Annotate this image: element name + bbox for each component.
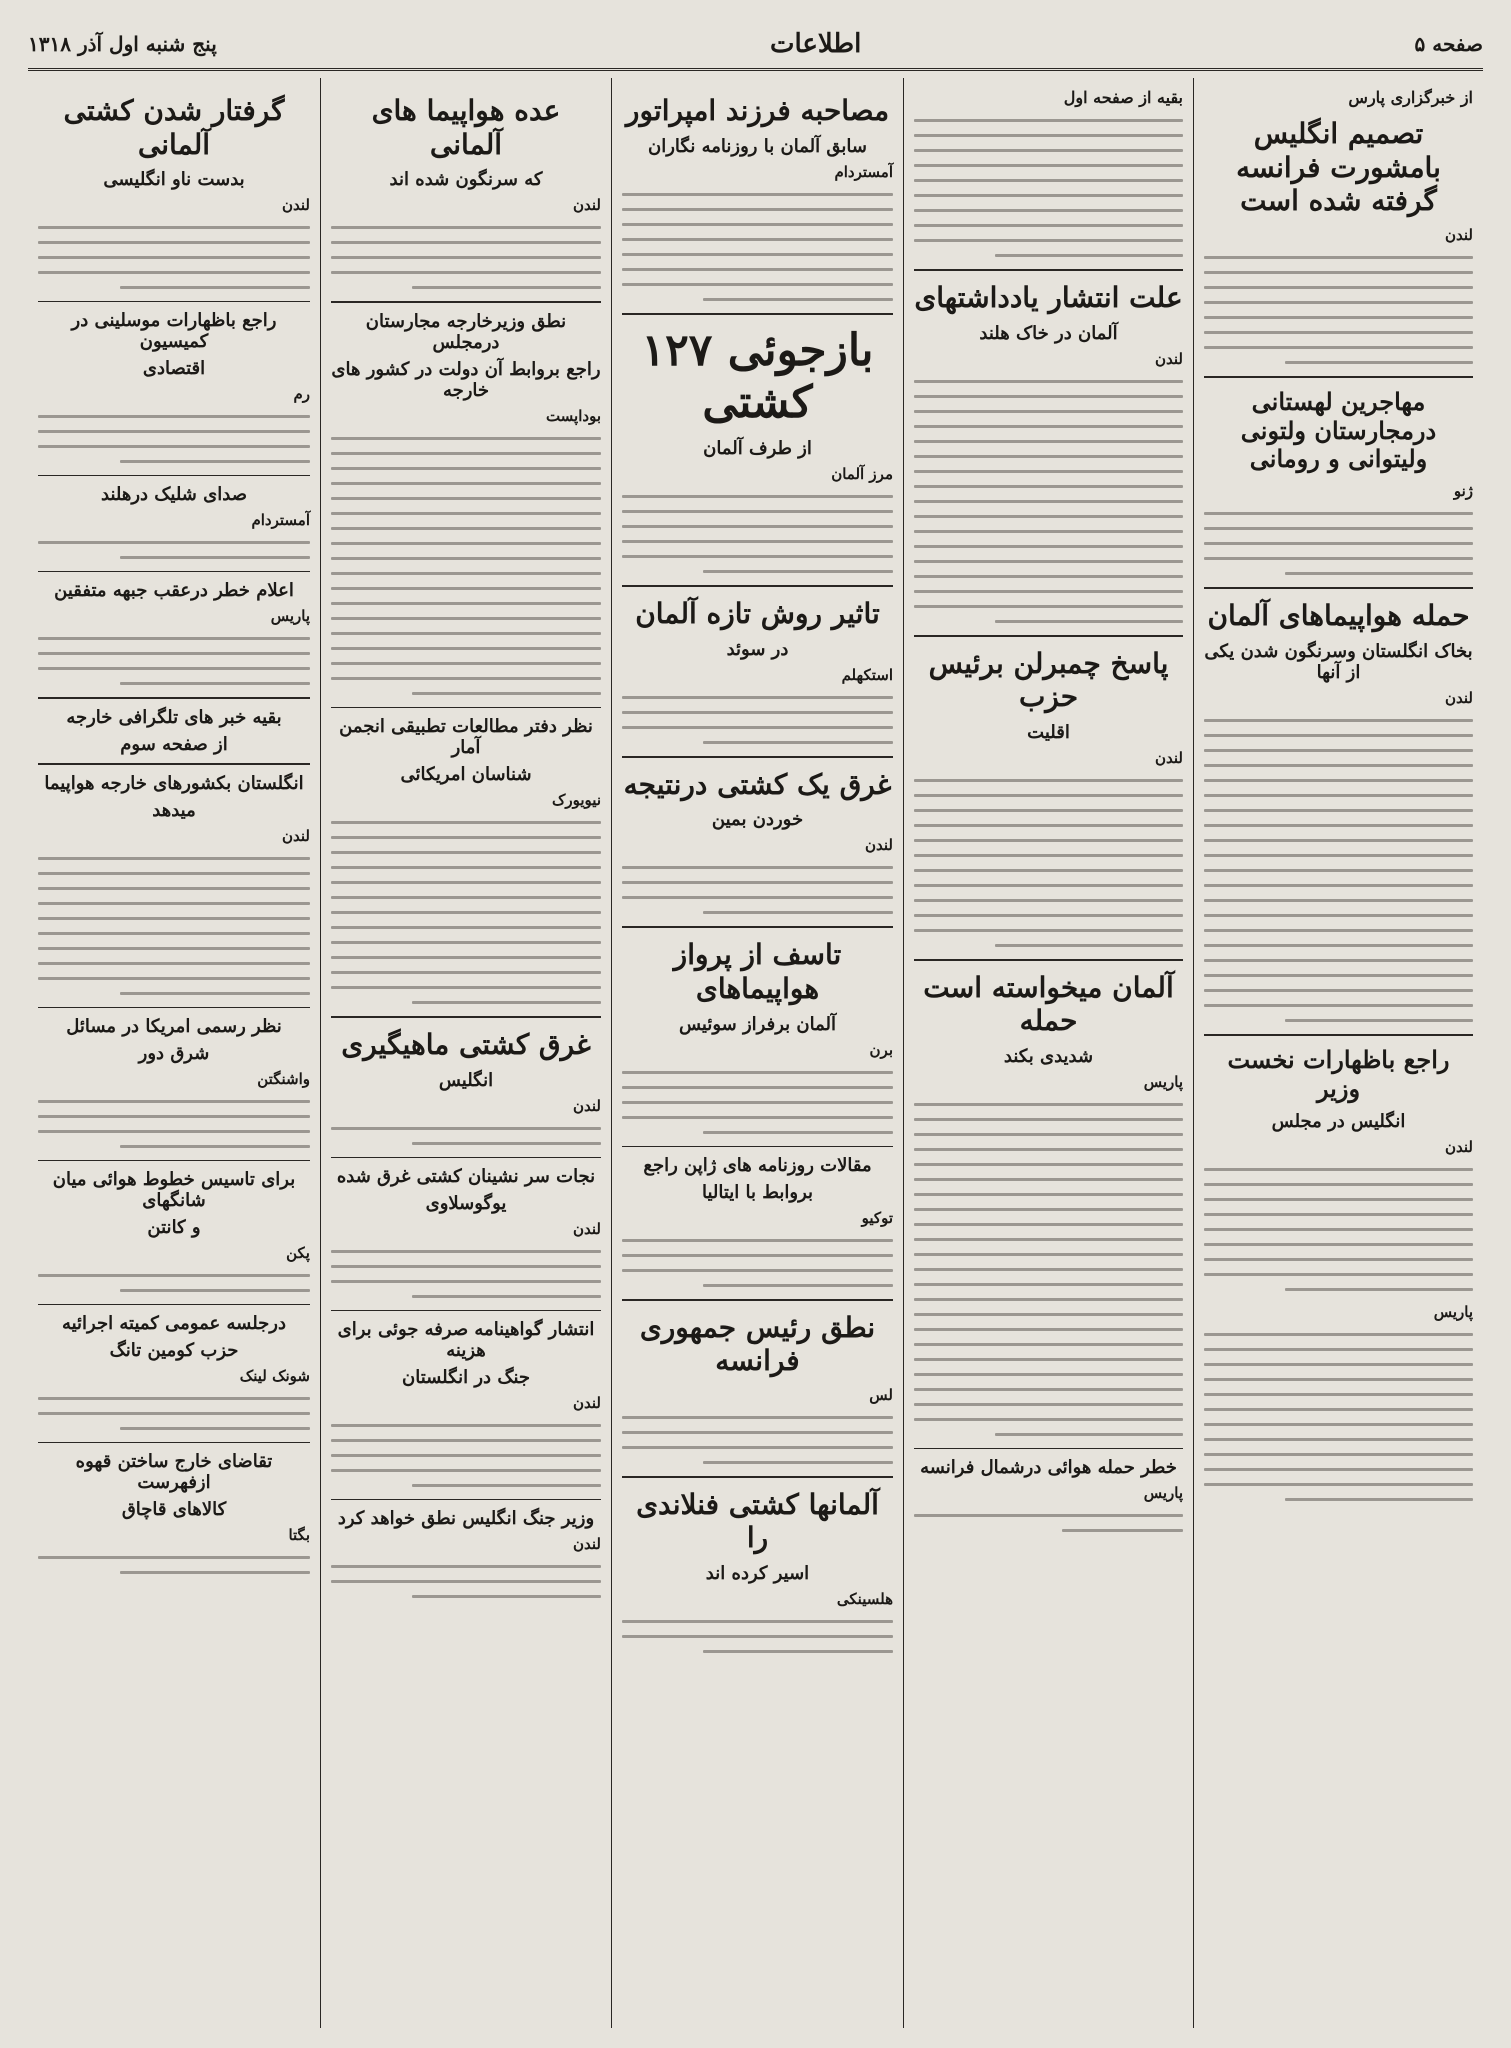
subheadline: کالاهای قاچاق — [121, 1499, 227, 1521]
paper-title: اطلاعات — [769, 29, 862, 59]
subheadline: نظر دفتر مطالعات تطبیقی انجمن آمار — [339, 716, 593, 759]
body-text-placeholder — [622, 1620, 893, 1653]
continued-from: از صفحه سوم — [120, 734, 228, 756]
body-text-placeholder — [331, 437, 601, 695]
dateline: لندن — [865, 836, 893, 855]
subheadline: حزب کومین تانگ — [109, 1340, 239, 1362]
headline: مهاجرین لهستانی درمجارستان ولتونی ولیتوانی و رومانی — [1240, 386, 1437, 474]
headline: غرق یک کشتی درنتیجه — [623, 767, 892, 801]
body-text-placeholder — [622, 1416, 893, 1464]
subheadline: آلمان در خاک هلند — [979, 322, 1118, 344]
body-text-placeholder — [331, 1250, 601, 1298]
subheadline: میدهد — [152, 800, 196, 822]
headline: علت انتشار یادداشتهای — [914, 281, 1183, 314]
headline: آلمان میخواسته است حمله — [923, 970, 1174, 1038]
dateline: ژنو — [1453, 482, 1473, 501]
dateline: پاریس — [1143, 1072, 1183, 1091]
subheadline: سابق آلمان با روزنامه نگاران — [648, 135, 867, 157]
body-text-placeholder — [38, 226, 310, 289]
body-text-placeholder — [1204, 1168, 1473, 1291]
subheadline: اعلام خطر درعقب جبهه متفقین — [54, 580, 294, 602]
dateline: شونک لینک — [239, 1367, 310, 1386]
column-1 — [1193, 78, 1483, 2028]
headline: عده هواپیما های آلمانی — [371, 94, 561, 161]
subheadline: نظر رسمی امریکا در مسائل — [66, 1016, 282, 1038]
dateline: برن — [869, 1040, 893, 1059]
dateline: لندن — [573, 196, 601, 215]
dateline: توکیو — [861, 1208, 893, 1227]
dateline: لندن — [1445, 688, 1473, 707]
subheadline: نجات سر نشینان کشتی غرق شده — [336, 1165, 596, 1187]
dateline: لندن — [573, 1534, 601, 1553]
subheadline: خوردن بمین — [711, 809, 804, 831]
body-text-placeholder — [914, 1514, 1183, 1532]
dateline: بگتا — [288, 1526, 310, 1545]
dateline: پاریس — [1433, 1303, 1473, 1322]
body-text-placeholder — [1204, 719, 1473, 1022]
body-text-placeholder — [622, 696, 893, 744]
headline: تاثیر روش تازه آلمان — [635, 597, 880, 631]
subheadline: وزیر جنگ انگلیس نطق خواهد کرد — [337, 1507, 595, 1529]
headline: پاسخ چمبرلن برئیس حزب — [928, 646, 1169, 714]
subheadline: مقالات روزنامه های ژاپن راجع — [643, 1154, 872, 1176]
subheadline: شناسان امریکائی — [400, 764, 532, 786]
subheadline: راجع باظهارات موسلینی در کمیسیون — [71, 310, 277, 353]
body-text-placeholder — [622, 866, 893, 914]
body-text-placeholder — [38, 1397, 310, 1430]
dateline: لندن — [573, 1393, 601, 1412]
body-text-placeholder — [1204, 256, 1473, 364]
column-5 — [28, 78, 320, 2028]
headline: بازجوئی ۱۲۷ کشتی — [641, 324, 874, 429]
headline: حمله هواپیماهای آلمان — [1207, 599, 1470, 633]
dateline: رم — [293, 385, 310, 404]
body-text-placeholder — [38, 415, 310, 463]
body-text-placeholder — [622, 1239, 893, 1287]
subheadline: اقلیت — [1027, 721, 1070, 743]
subheadline: در سوئد — [726, 638, 789, 660]
subheadline: که سرنگون شده اند — [389, 169, 543, 191]
dateline: آمستردام — [251, 511, 310, 530]
dateline: پاریس — [1143, 1483, 1183, 1502]
body-text-placeholder — [331, 1127, 601, 1145]
subheadline: خطر حمله هوائی درشمال فرانسه — [920, 1456, 1177, 1478]
dateline: لندن — [282, 196, 310, 215]
dateline: بوداپست — [545, 407, 601, 426]
dateline: لندن — [282, 827, 310, 846]
dateline: لندن — [1445, 225, 1473, 244]
headline: گرفتار شدن کشتی آلمانی — [63, 94, 285, 161]
subheadline: نطق وزیرخارجه مجارستان درمجلس — [365, 311, 567, 354]
body-text-placeholder — [622, 1071, 893, 1134]
dateline: نیویورک — [551, 791, 601, 810]
subheadline: راجع بروابط آن دولت در کشور های خارجه — [331, 359, 601, 402]
subheadline: اسیر کرده اند — [705, 1562, 810, 1584]
subheadline: انگلیس در مجلس — [1271, 1111, 1406, 1133]
body-text-placeholder — [622, 193, 893, 301]
page-number: صفحه ۵ — [1414, 32, 1483, 56]
body-text-placeholder — [331, 1424, 601, 1487]
dateline: مرز آلمان — [831, 465, 893, 484]
body-text-placeholder — [914, 119, 1183, 257]
dateline: استکهلم — [841, 665, 893, 684]
column-4 — [320, 78, 611, 2028]
dateline: پاریس — [270, 607, 310, 626]
body-text-placeholder — [331, 226, 601, 289]
subheadline: شرق دور — [138, 1043, 210, 1065]
columns — [28, 78, 1483, 2028]
body-text-placeholder — [331, 1565, 601, 1598]
headline: آلمانها کشتی فنلاندی را — [636, 1487, 879, 1555]
subheadline: تقاضای خارج ساختن قهوه ازفهرست — [75, 1451, 273, 1494]
headline: تصمیم انگلیس بامشورت فرانسه گرفته شده است — [1236, 117, 1441, 218]
subheadline: اقتصادی — [142, 358, 206, 380]
subheadline: جنگ در انگلستان — [401, 1366, 530, 1388]
body-text-placeholder — [331, 821, 601, 1004]
body-text-placeholder — [38, 541, 310, 559]
body-text-placeholder — [1204, 512, 1473, 575]
body-text-placeholder — [1204, 1333, 1473, 1501]
subheadline: شدیدی بکند — [1003, 1045, 1094, 1067]
dateline: لس — [869, 1385, 893, 1404]
headline: نطق رئیس جمهوری فرانسه — [639, 1310, 876, 1378]
subheadline: درجلسه عمومی کمیته اجرائیه — [61, 1313, 287, 1335]
body-text-placeholder — [38, 1100, 310, 1148]
column-2 — [903, 78, 1193, 2028]
subheadline: انگلیس — [438, 1069, 494, 1091]
dateline: لندن — [573, 1219, 601, 1238]
dateline: واشنگتن — [257, 1070, 310, 1089]
subheadline: یوگوسلاوی — [425, 1192, 507, 1214]
subheadline: از طرف آلمان — [703, 438, 812, 460]
masthead — [28, 20, 1483, 71]
dateline: لندن — [1155, 748, 1183, 767]
column-3 — [611, 78, 903, 2028]
subheadline: برای تاسیس خطوط هوائی میان شانگهای — [52, 1169, 296, 1212]
body-text-placeholder — [622, 495, 893, 573]
subheadline: بخاک انگلستان وسرنگون شدن یکی از آنها — [1204, 640, 1473, 683]
issue-date: پنج شنبه اول آذر ۱۳۱۸ — [28, 32, 217, 56]
subheadline: آلمان برفراز سوئیس — [678, 1013, 837, 1035]
dateline: لندن — [573, 1096, 601, 1115]
headline: راجع باظهارات نخست وزیر — [1227, 1044, 1450, 1103]
newspaper-page — [28, 20, 1483, 2030]
body-text-placeholder — [38, 1556, 310, 1574]
body-text-placeholder — [914, 1103, 1183, 1436]
subheadline: بدست ناو انگلیسی — [103, 169, 245, 191]
dateline: هلسینکی — [836, 1589, 893, 1608]
subheadline: و کانتن — [147, 1217, 201, 1239]
body-text-placeholder — [914, 779, 1183, 947]
subheadline: انگلستان بکشورهای خارجه هواپیما — [44, 773, 304, 795]
continued-label: بقیه خبر های تلگرافی خارجه — [66, 707, 282, 729]
dateline: پکن — [286, 1244, 310, 1263]
body-text-placeholder — [38, 857, 310, 995]
continued-label: بقیه از صفحه اول — [1063, 88, 1183, 107]
dateline: لندن — [1445, 1138, 1473, 1157]
body-text-placeholder — [38, 1274, 310, 1292]
headline: تاسف از پرواز هواپیماهای — [673, 938, 842, 1005]
subheadline: بروابط با ایتالیا — [701, 1181, 814, 1203]
body-text-placeholder — [914, 380, 1183, 623]
dateline: لندن — [1155, 349, 1183, 368]
subheadline: انتشار گواهینامه صرفه جوئی برای هزینه — [337, 1318, 595, 1361]
headline: مصاحبه فرزند امپراتور — [625, 94, 890, 127]
body-text-placeholder — [38, 637, 310, 685]
dateline: آمستردام — [834, 162, 893, 181]
subheadline: صدای شلیک درهلند — [101, 484, 247, 506]
headline: غرق کشتی ماهیگیری — [341, 1028, 591, 1062]
agency-label: از خبرگزاری پارس — [1348, 88, 1473, 107]
